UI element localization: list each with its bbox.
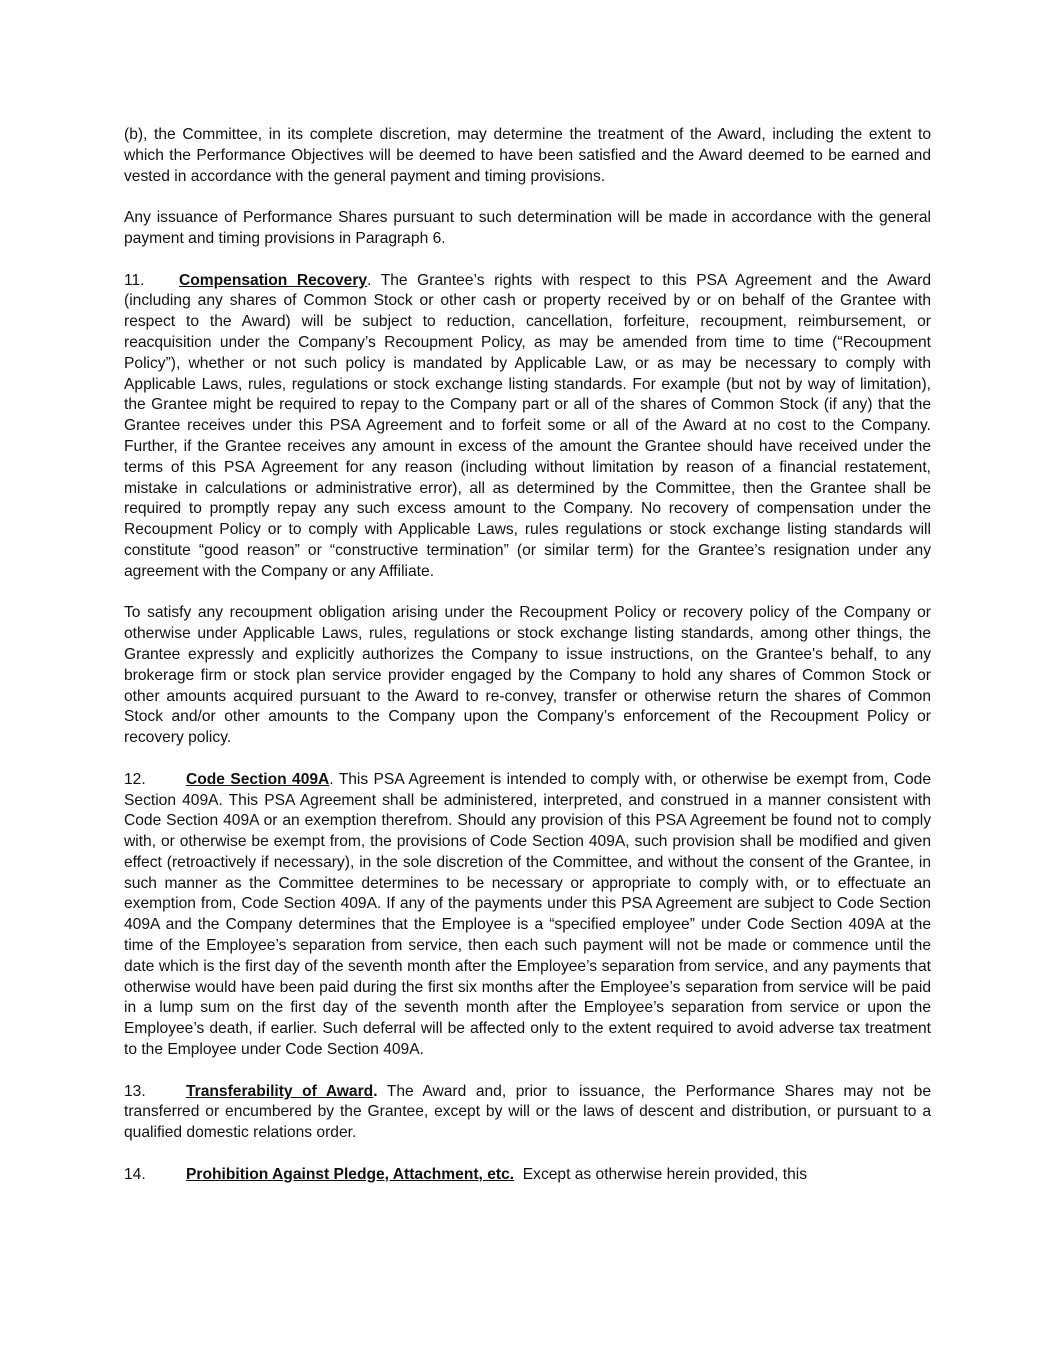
section-11 <box>124 271 931 583</box>
heading-suffix: . <box>329 770 334 788</box>
section-heading: Prohibition Against Pledge, Attachment, etc. <box>186 1165 515 1183</box>
heading-suffix: . <box>367 271 372 289</box>
section-number: 14. <box>124 1165 146 1183</box>
section-heading: Transferability of Award <box>186 1082 374 1100</box>
section-number: 12. <box>124 770 146 788</box>
document-page <box>124 125 931 1206</box>
section-body: This PSA Agreement is intended to comply with, or otherwise be exempt from, Code Section 409A. This PSA Agreement shall be administered, interpreted, and construed in a manner consistent with Code Section 409A or an exemption therefrom. Should any provision of this PSA Agreement be found not to comply with, or otherwise be exempt from, the provisions of Code Section 409A, such provision shall be modified and given effect (retroactively if necessary), in the sole discretion of the Committee, and without the consent of the Grantee, in such manner as the Committee determines to be necessary or appropriate to comply with, or to effectuate an exemption from, Code Section 409A. If any of the payments under this PSA Agreement are subject to Code Section 409A and the Company determines that the Employee is a “specified employee” under Code Section 409A at the time of the Employee’s separation from service, then each such payment will not be made or commence until the date which is the first day of the seventh month after the Employee’s separation from service, and any payments that otherwise would have been paid during the first six months after the Employee’s separation from service will be paid in a lump sum on the first day of the seventh month after the Employee’s separation from service or upon the Employee’s death, if earlier. Such deferral will be affected only to the extent required to avoid adverse tax treatment to the Employee under Code Section 409A. <box>124 770 931 1059</box>
section-body: The Grantee’s rights with respect to this PSA Agreement and the Award (including any shares of Common Stock or other cash or property received by or on behalf of the Grantee with respect to the Award) will be subject to reduction, cancellation, forfeiture, recoupment, reimbursement, or reacquisition under the Company’s Recoupment Policy, as may be amended from time to time (“Recoupment Policy”), whether or not such policy is mandated by Applicable Law, or as may be necessary to comply with Applicable Laws, rules, regulations or stock exchange listing standards. For example (but not by way of limitation), the Grantee might be required to repay to the Company part or all of the shares of Common Stock (if any) that the Grantee receives under this PSA Agreement and to forfeit some or all of the Award at no cost to the Company. Further, if the Grantee receives any amount in excess of the amount the Grantee should have received under the terms of this PSA Agreement for any reason (including without limitation by reason of a financial restatement, mistake in calculations or administrative error), all as determined by the Committee, then the Grantee shall be required to promptly repay any such excess amount to the Company. No recovery of compensation under the Recoupment Policy or to comply with Applicable Laws, rules regulations or stock exchange listing standards will constitute “good reason” or “constructive termination” (or similar term) for the Grantee’s resignation under any agreement with the Company or any Affiliate. <box>124 271 931 580</box>
section-body: The Award and, prior to issuance, the Performance Shares may not be transferred or encumbered by the Grantee, except by will or the laws of descent and distribution, or pursuant to a qualified domestic relations order. <box>124 1082 931 1142</box>
section-heading: Compensation Recovery <box>179 271 368 289</box>
paragraph-issuance: Any issuance of Performance Shares pursuant to such determination will be made in accordance with the general payment and timing provisions in Paragraph 6. <box>124 209 931 247</box>
paragraph-b-continuation: (b), the Committee, in its complete discretion, may determine the treatment of the Award, including the extent to which the Performance Objectives will be deemed to have been satisfied and the Award deemed to be earned and vested in accordance with the general payment and timing provisions. <box>124 126 931 185</box>
section-14 <box>124 1165 931 1186</box>
section-number: 13. <box>124 1082 146 1100</box>
heading-suffix: . <box>373 1082 378 1100</box>
section-12 <box>124 770 931 1061</box>
section-heading: Code Section 409A <box>186 770 330 788</box>
section-13 <box>124 1082 931 1144</box>
section-body: Except as otherwise herein provided, this <box>514 1165 808 1183</box>
section-number: 11. <box>124 271 145 289</box>
paragraph-recoupment-obligation: To satisfy any recoupment obligation arising under the Recoupment Policy or recovery policy of the Company or otherwise under Applicable Laws, rules, regulations or stock exchange listing standards, among other things, the Grantee expressly and explicitly authorizes the Company to issue instructions, on the Grantee's behalf, to any brokerage firm or stock plan service provider engaged by the Company to hold any shares of Common Stock or other amounts acquired pursuant to the Award to re-convey, transfer or otherwise return the shares of Common Stock and/or other amounts to the Company upon the Company’s enforcement of the Recoupment Policy or recovery policy. <box>124 604 931 747</box>
